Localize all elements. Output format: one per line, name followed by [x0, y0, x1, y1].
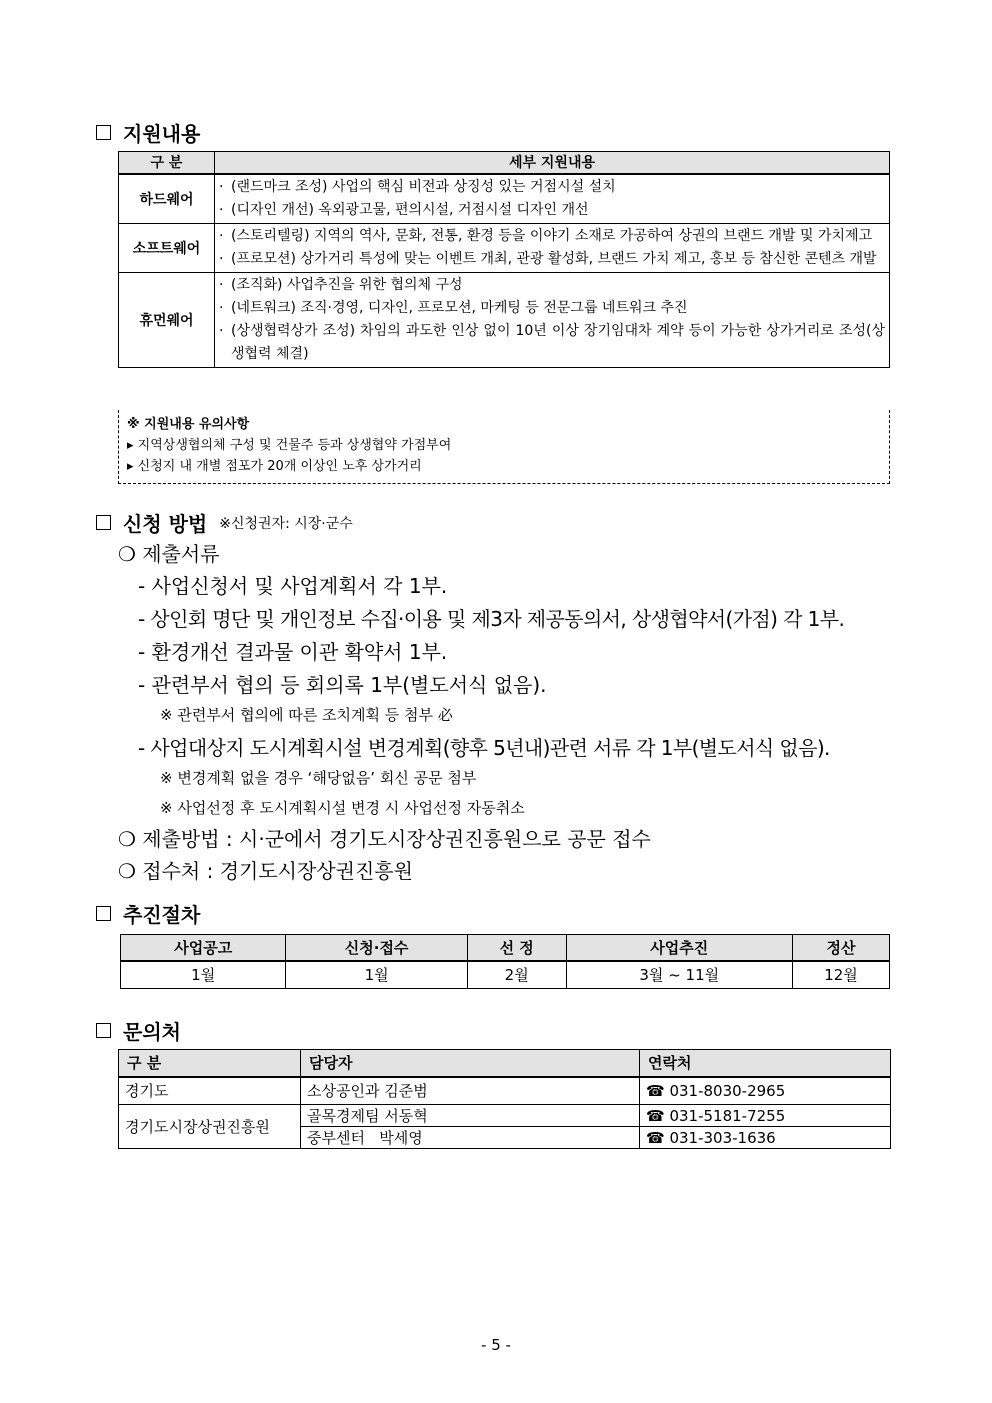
process-header: 정산	[792, 935, 889, 961]
row-items: · (조직화) 사업추진을 위한 협의체 구성 · (네트워크) 조직·경영, 디자인, 프로모션, 마케팅 등 전문그룹 네트워크 추진 · (상생협력상가 조성) 차임의 과도한 인상 없이 10년 이상 장기임대차 계약 등이 가능한 상가거리로 조성(상생협력 체결)	[215, 272, 890, 367]
applicant-note: ※신청권자: 시장·군수	[219, 515, 353, 532]
caution-item: ▸ 지역상생협의체 구성 및 건물주 등과 상생협약 가점부여	[127, 438, 452, 453]
receiver: ❍ 접수처 : 경기도시장상권진흥원	[118, 859, 413, 883]
process-value: 12월	[792, 961, 889, 989]
header-detail: 세부 지원내용	[215, 152, 890, 174]
process-section-title: 추진절차	[96, 899, 200, 928]
contact-org: 경기도시장상권진흥원	[119, 1105, 301, 1149]
process-value: 2월	[467, 961, 566, 989]
process-header-row	[121, 935, 890, 961]
row-items: · (랜드마크 조성) 사업의 핵심 비전과 상징성 있는 거점시설 설치 · (디자인 개선) 옥외광고물, 편의시설, 거점시설 디자인 개선	[215, 174, 890, 224]
contact-table	[118, 1049, 891, 1149]
item-text: (프로모션) 상가거리 특성에 맞는 이벤트 개최, 관광 활성화, 브랜드 가치 제고, 홍보 등 참신한 콘텐츠 개발	[231, 250, 877, 267]
contact-header: 담당자	[301, 1050, 640, 1077]
process-value: 1월	[286, 961, 467, 989]
process-value: 1월	[121, 961, 286, 989]
doc-item: - 환경개선 결과물 이관 확약서 1부.	[138, 640, 448, 664]
item-text: (랜드마크 조성) 사업의 핵심 비전과 상징성 있는 거점시설 설치	[231, 178, 616, 195]
row-category: 휴먼웨어	[119, 272, 215, 367]
doc-item: - 사업대상지 도시계획시설 변경계획(향후 5년내)관련 서류 각 1부(별도서식 없음).	[138, 736, 830, 760]
submit-method: ❍ 제출방법 : 시·군에서 경기도시장상권진흥원으로 공문 접수	[118, 827, 651, 851]
docs-heading: ❍ 제출서류	[118, 542, 220, 566]
doc-item: - 상인회 명단 및 개인정보 수집·이용 및 제3자 제공동의서, 상생협약서(가점) 각 1부.	[138, 607, 845, 631]
checkbox-square-icon	[96, 125, 111, 140]
doc-note: ※ 사업선정 후 도시계획시설 변경 시 사업선정 자동취소	[160, 799, 525, 817]
doc-item: - 사업신청서 및 사업계획서 각 1부.	[138, 574, 448, 598]
contact-org: 경기도	[119, 1077, 301, 1105]
table-row	[121, 961, 890, 989]
doc-note: ※ 변경계획 없을 경우 ‘해당없음’ 회신 공문 첨부	[160, 769, 477, 787]
caution-item: ▸ 신청지 내 개별 점포가 20개 이상인 노후 상가거리	[127, 459, 422, 474]
row-category: 하드웨어	[119, 174, 215, 224]
item-text: (상생협력상가 조성) 차임의 과도한 인상 없이 10년 이상 장기임대차 계약 등이 가능한 상가거리로 조성(상생협력 체결)	[231, 322, 885, 362]
contact-header: 구 분	[119, 1050, 301, 1077]
doc-note: ※ 관련부서 협의에 따른 조치계획 등 첨부 必	[160, 706, 453, 724]
support-table	[118, 151, 890, 368]
process-header: 선 정	[467, 935, 566, 961]
row-category: 소프트웨어	[119, 223, 215, 272]
header-category: 구 분	[119, 152, 215, 174]
item-text: (스토리텔링) 지역의 역사, 문화, 전통, 환경 등을 이야기 소재로 가공하여 상권의 브랜드 개발 및 가치제고	[231, 227, 873, 244]
checkbox-square-icon	[96, 1023, 111, 1038]
table-row	[119, 1105, 891, 1127]
item-text: (디자인 개선) 옥외광고물, 편의시설, 거점시설 디자인 개선	[231, 201, 589, 218]
item-text: (조직화) 사업추진을 위한 협의체 구성	[231, 276, 463, 293]
process-header: 신청·접수	[286, 935, 467, 961]
process-header: 사업추진	[566, 935, 792, 961]
table-row	[119, 174, 890, 224]
process-value: 3월 ~ 11월	[566, 961, 792, 989]
process-header: 사업공고	[121, 935, 286, 961]
contact-section-title: 문의처	[96, 1016, 181, 1045]
page-number: - 5 -	[481, 1336, 511, 1354]
caution-box	[118, 410, 890, 484]
apply-section-title: 신청 방법 ※신청권자: 시장·군수	[96, 508, 353, 537]
contact-phone: ☎ 031-8030-2965	[640, 1077, 891, 1105]
table-row	[119, 272, 890, 367]
item-text: (네트워크) 조직·경영, 디자인, 프로모션, 마케팅 등 전문그룹 네트워크 추진	[231, 299, 688, 316]
contact-header: 연락처	[640, 1050, 891, 1077]
support-table-header	[119, 152, 890, 174]
contact-phone: ☎ 031-303-1636	[640, 1127, 891, 1149]
support-section-title: 지원내용	[96, 118, 200, 147]
contact-header-row	[119, 1050, 891, 1077]
process-table	[120, 934, 890, 989]
contact-phone: ☎ 031-5181-7255	[640, 1105, 891, 1127]
table-row	[119, 1077, 891, 1105]
caution-title: ※ 지원내용 유의사항	[127, 417, 250, 432]
checkbox-square-icon	[96, 906, 111, 921]
contact-person: 골목경제팀 서동혁	[301, 1105, 640, 1127]
doc-item: - 관련부서 협의 등 회의록 1부(별도서식 없음).	[138, 673, 547, 697]
checkbox-square-icon	[96, 515, 111, 530]
row-items: · (스토리텔링) 지역의 역사, 문화, 전통, 환경 등을 이야기 소재로 가공하여 상권의 브랜드 개발 및 가치제고 · (프로모션) 상가거리 특성에 맞는 이벤트 개최, 관광 활성화, 브랜드 가치 제고, 홍보 등 참신한 콘텐츠 개발	[215, 223, 890, 272]
contact-person: 중부센터 박세영	[301, 1127, 640, 1149]
contact-person: 소상공인과 김준범	[301, 1077, 640, 1105]
table-row	[119, 223, 890, 272]
